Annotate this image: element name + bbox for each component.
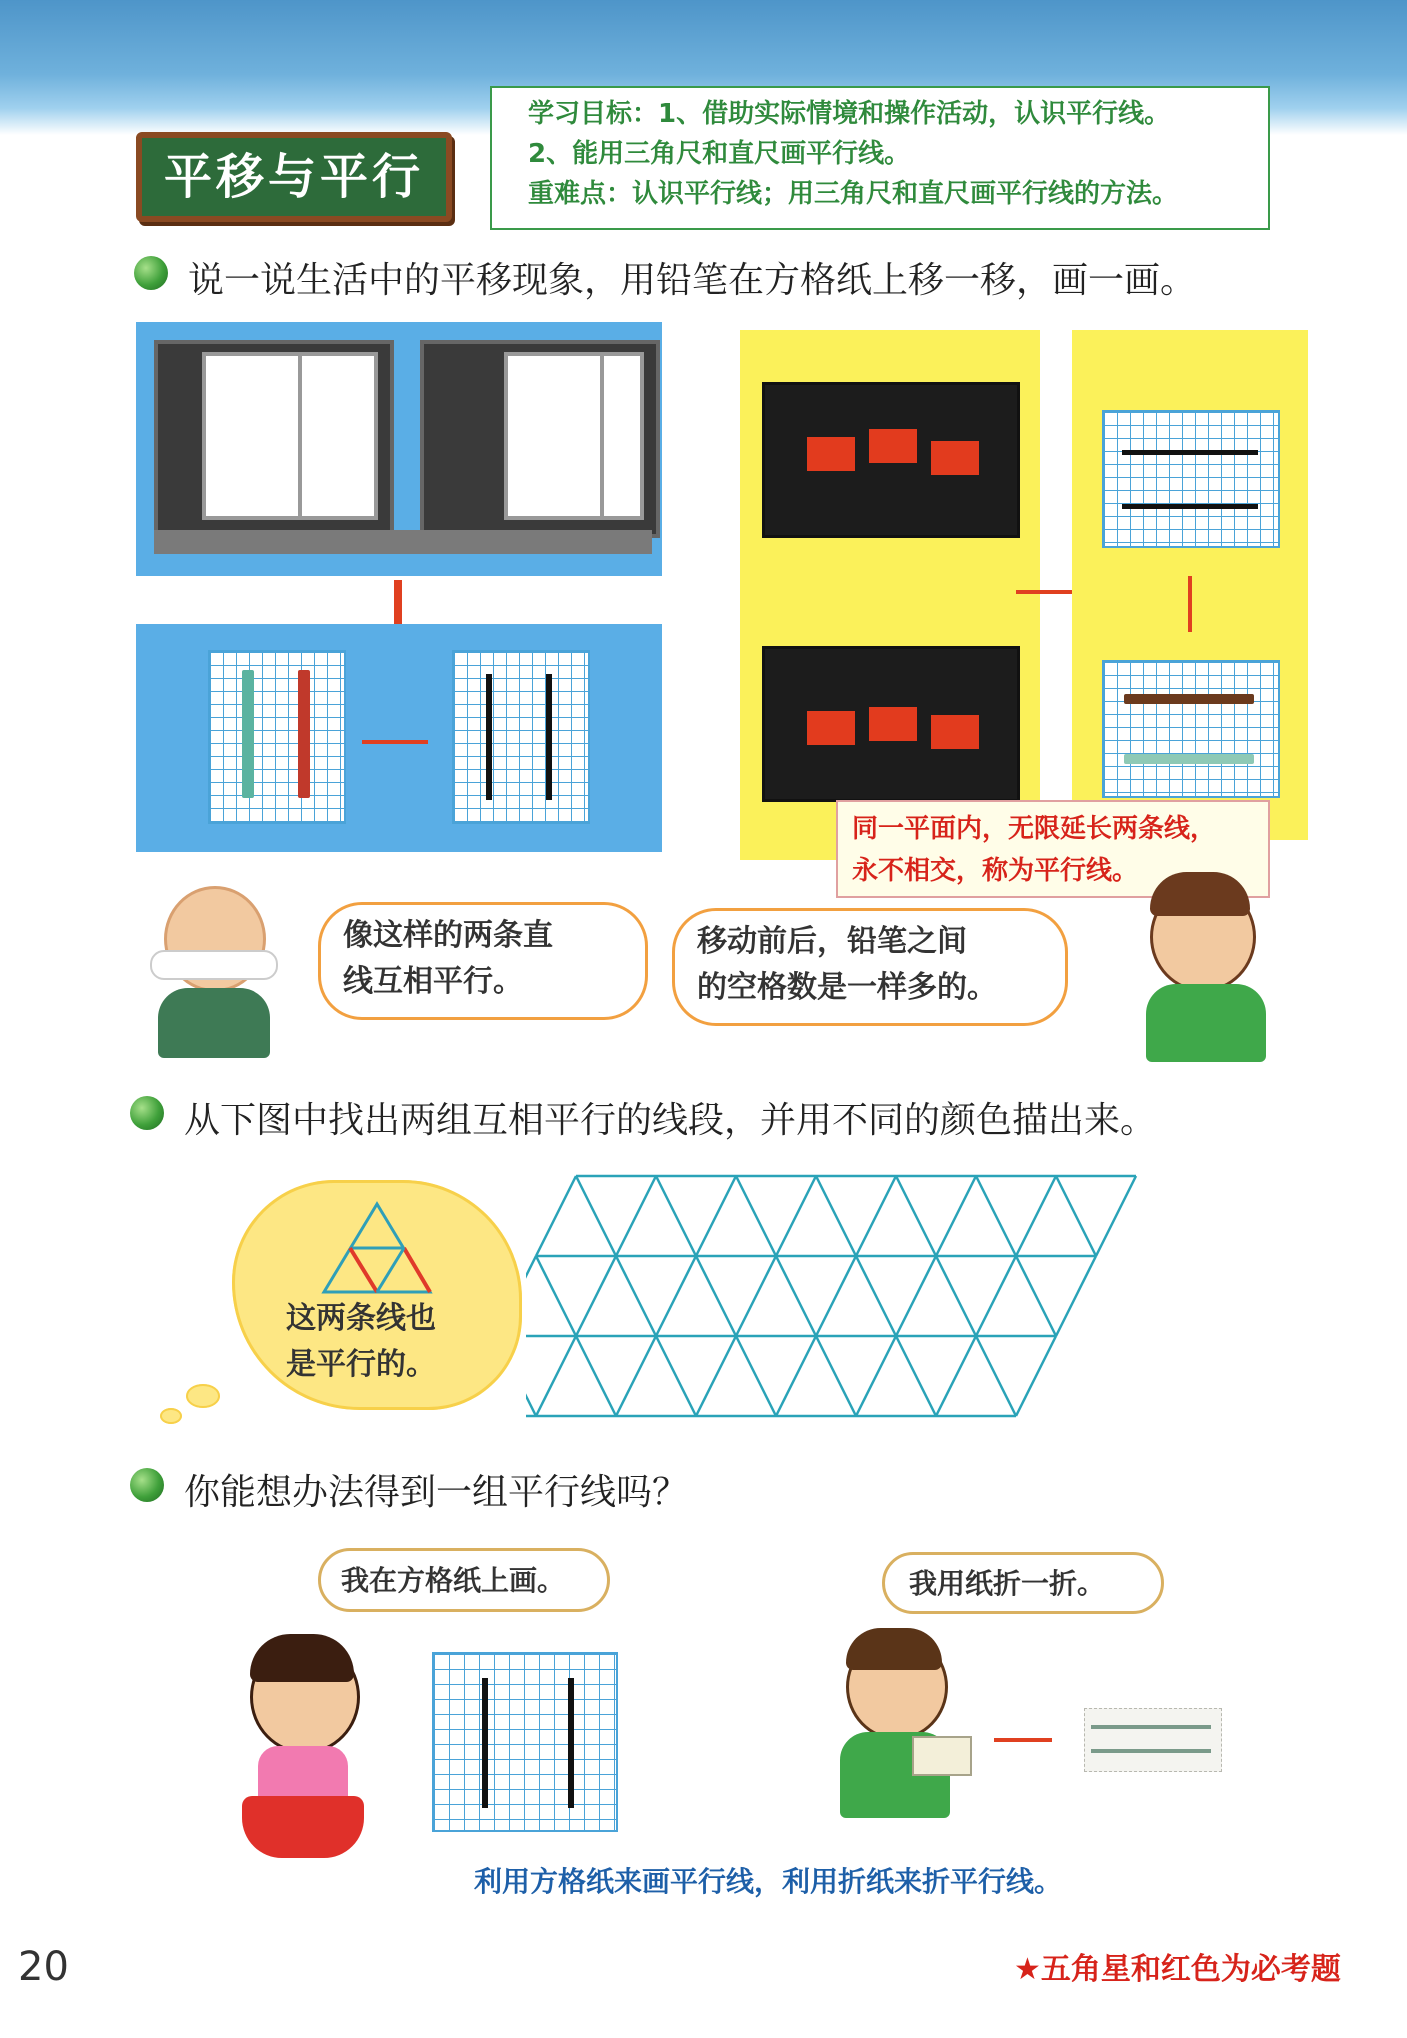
lattice-segment [736,1336,776,1416]
lattice-segment [526,1336,536,1416]
lattice-segment [1016,1336,1056,1416]
girl-grid-paper [432,1652,618,1832]
up-arrow-icon [1188,576,1192,632]
triangle-lattice-diagram [526,1172,1242,1420]
pencil-icon [298,670,310,798]
lattice-segment [816,1336,856,1416]
activity1-instruction: 说一说生活中的平移现象，用铅笔在方格纸上移一移，画一画。 [188,260,1197,301]
lattice-segment [736,1256,776,1336]
right-arrow-icon [994,1738,1052,1742]
thought-dot [160,1408,182,1424]
activity3-instruction: 你能想办法得到一组平行线吗？ [184,1472,689,1513]
lattice-segment [1056,1256,1096,1336]
lattice-segment [936,1176,976,1256]
pencil-icon [1124,694,1254,704]
goal-line-2: 2、能用三角尺和直尺画平行线。 [528,139,911,169]
lattice-segment [896,1256,936,1336]
lattice-segment [936,1256,976,1336]
lattice-segment [656,1176,696,1256]
window-before [154,340,394,538]
lattice-segment [616,1176,656,1256]
activity3-summary: 利用方格纸来画平行线，利用折纸来折平行线。 [474,1865,1063,1898]
lattice-segment [616,1336,656,1416]
lattice-segment [776,1256,816,1336]
teacher-line-2: 线互相平行。 [343,964,523,999]
boy-speech-bubble [672,908,1068,1026]
boy-folding-avatar [820,1628,980,1828]
bullet-icon [130,1468,164,1502]
lattice-segment [976,1176,1016,1256]
small-triangle-diagram [318,1198,436,1298]
lattice-segment [616,1256,656,1336]
lattice-segment [1096,1176,1136,1256]
lattice-segment [976,1256,1016,1336]
lattice-segment [856,1336,896,1416]
lattice-segment [896,1336,936,1416]
grid-with-horizontal-pencils [1102,660,1280,798]
lattice-segment [776,1336,816,1416]
lattice-segment [816,1176,856,1256]
lattice-segment [576,1336,616,1416]
pencil-icon [1124,754,1254,764]
lattice-segment [656,1256,696,1336]
pencil-move-up-panel [1072,330,1308,840]
lattice-segment [816,1256,856,1336]
lesson-title: 平移与平行 [136,132,452,222]
hint-thought-cloud [232,1180,522,1410]
lattice-segment [696,1256,736,1336]
pencil-grid-panel [136,624,662,852]
teacher-speech-bubble [318,902,648,1020]
page-number: 20 [18,1944,69,1990]
thought-dot [186,1384,220,1408]
lattice-segment [1056,1176,1096,1256]
girl-speech-bubble: 我在方格纸上画。 [318,1548,610,1612]
boy-avatar [1120,872,1300,1062]
grid-with-parallel-lines [452,650,590,824]
boy-line-1: 移动前后，铅笔之间 [697,924,967,959]
lattice-segment [776,1176,816,1256]
hint-line-2: 是平行的。 [286,1347,436,1382]
teacher-avatar [140,880,290,1060]
lattice-segment [536,1336,576,1416]
bullet-icon [134,256,168,290]
learning-goals-box [490,86,1270,230]
lattice-segment [696,1336,736,1416]
lattice-segment [536,1176,576,1256]
lattice-segment [736,1176,776,1256]
window-after [420,340,660,538]
goal-line-3: 重难点：认识平行线；用三角尺和直尺画平行线的方法。 [528,179,1179,209]
goal-line-1: 学习目标：1、借助实际情境和操作活动，认识平行线。 [528,99,1171,129]
lattice-segment [1016,1256,1056,1336]
lattice-segment [1016,1176,1056,1256]
window-sliding-panel [136,322,662,576]
lattice-segment [536,1256,576,1336]
lattice-segment [576,1176,616,1256]
pencil-icon [242,670,254,798]
hint-line-1: 这两条线也 [286,1301,436,1336]
lattice-segment [896,1176,936,1256]
boy-fold-speech-bubble: 我用纸折一折。 [882,1552,1164,1614]
grid-with-pencils [208,650,346,824]
lattice-segment [696,1176,736,1256]
lattice-segment [856,1256,896,1336]
right-arrow-icon [362,740,428,744]
flag-raising-panel [740,330,1040,860]
lattice-segment [526,1256,536,1336]
lattice-segment [656,1336,696,1416]
definition-line-1: 同一平面内，无限延长两条线， [852,814,1217,844]
hint-text [286,1296,436,1388]
right-arrow-icon [1016,590,1072,594]
activity2-instruction: 从下图中找出两组互相平行的线段，并用不同的颜色描出来。 [184,1100,1157,1141]
definition-line-2: 永不相交，称为平行线。 [852,856,1139,886]
lattice-segment [576,1256,616,1336]
lattice-segment [856,1176,896,1256]
boy-line-2: 的空格数是一样多的。 [697,970,997,1005]
bullet-icon [130,1096,164,1130]
flags-low-photo [762,646,1020,802]
girl-avatar [196,1620,396,1870]
flags-high-photo [762,382,1020,538]
folded-paper-strip [1084,1708,1222,1772]
grid-with-horizontal-lines [1102,410,1280,548]
lattice-segment [936,1336,976,1416]
lattice-segment [976,1336,1016,1416]
must-test-note: ★五角星和红色为必考题 [1014,1952,1341,1987]
teacher-line-1: 像这样的两条直 [343,918,553,953]
